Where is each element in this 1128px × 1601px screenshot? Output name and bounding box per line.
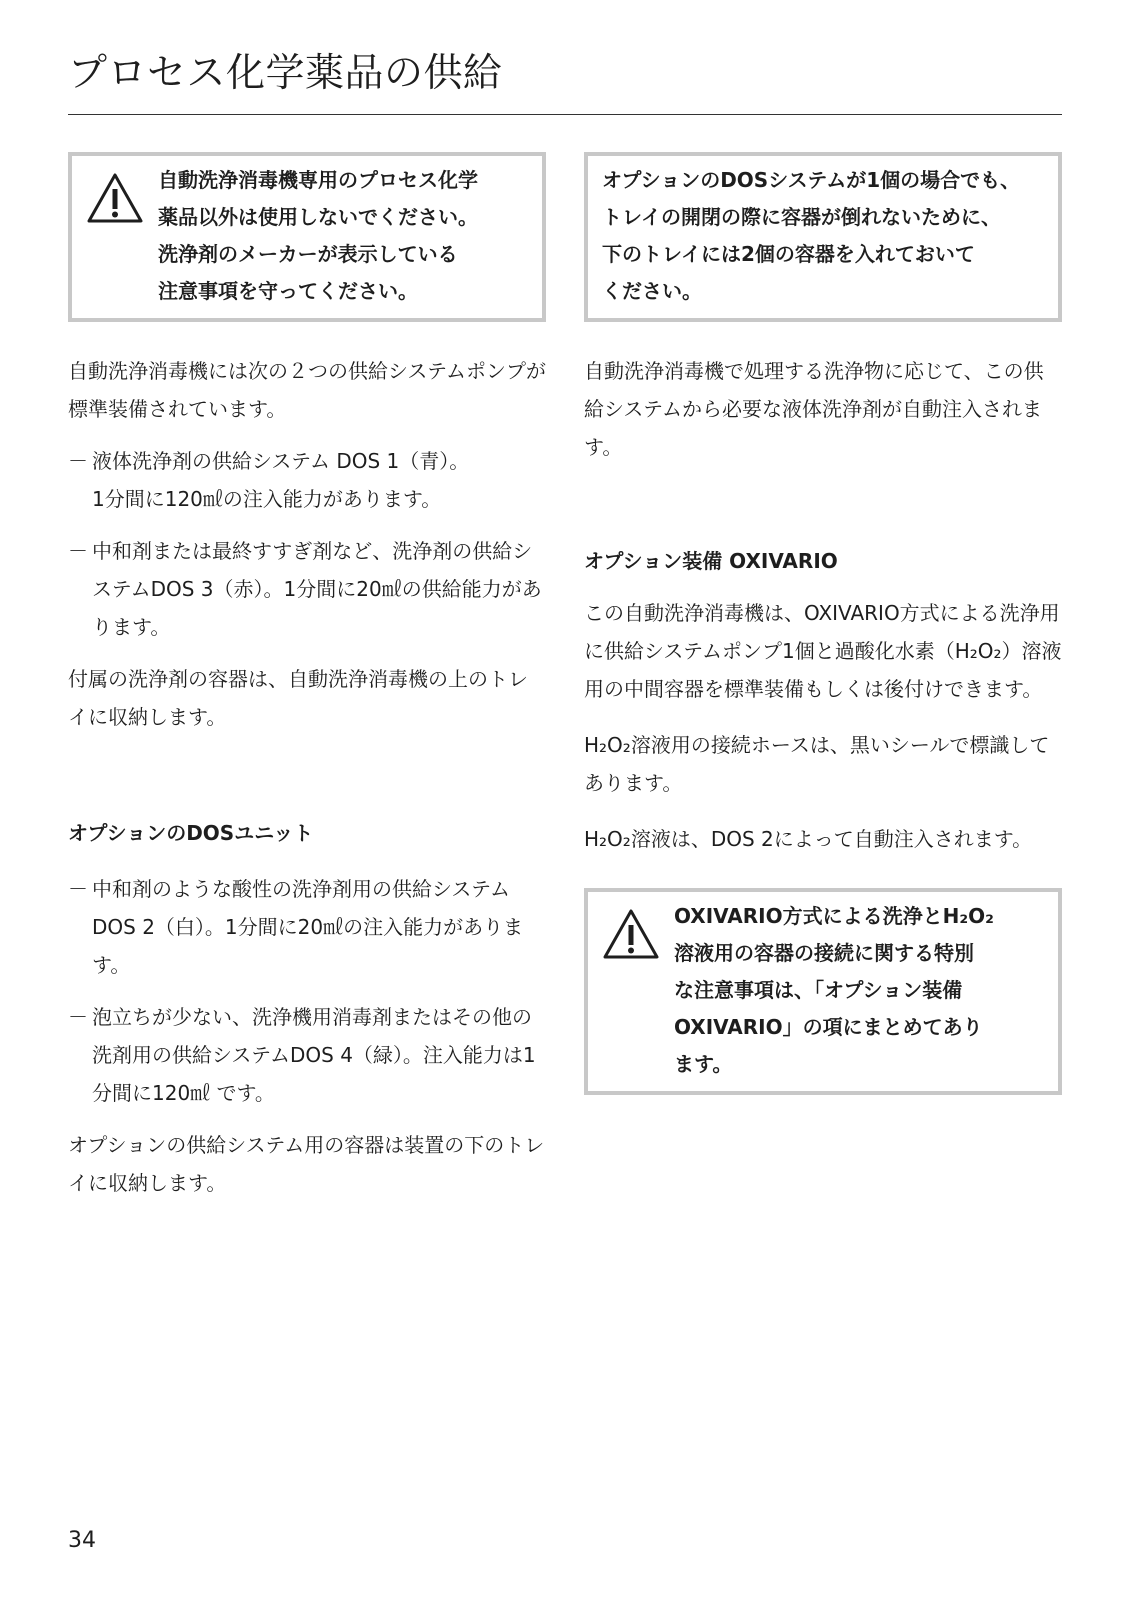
right-column [584, 152, 1062, 1095]
dash-bullet: － [68, 877, 88, 901]
right-intro-paragraph: 自動洗浄消毒機で処理する洗浄物に応じて、この供給システムから必要な液体洗浄剤が自動注入されます。 [584, 359, 1044, 459]
list-item-text: 液体洗浄剤の供給システム DOS 1（青）。 1分間に120㎖の注入能力があります。 [92, 449, 470, 511]
list-item [68, 532, 546, 646]
page-number: 34 [68, 1528, 96, 1553]
oxivario-warning-box [584, 888, 1062, 1095]
dos-tray-note: オプションの供給システム用の容器は装置の下のトレイに収納します。 [68, 1133, 545, 1195]
warning-triangle-icon [86, 172, 148, 236]
hose-note: H₂O₂溶液用の接続ホースは、黒いシールで標識してあります。 [584, 733, 1050, 795]
list-item [68, 870, 546, 984]
dos2-note: H₂O₂溶液は、DOS 2によって自動注入されます。 [584, 827, 1033, 851]
intro-paragraph: 自動洗浄消毒機には次の２つの供給システムポンプが標準装備されています。 [68, 359, 546, 421]
list-item-text: 泡立ちが少ない、洗浄機用消毒剤またはその他の洗剤用の供給システムDOS 4（緑）。注入能力は1分間に120㎖ です。 [92, 1005, 536, 1105]
warning-box [68, 152, 546, 322]
list-item-text: 中和剤のような酸性の洗浄剤用の供給システムDOS 2（白）。1分間に20㎖の注入能力があります。 [92, 877, 524, 977]
dash-bullet: － [68, 449, 88, 473]
tray-note: 付属の洗浄剤の容器は、自動洗浄消毒機の上のトレイに収納します。 [68, 667, 528, 729]
oxivario-heading: オプション装備 OXIVARIO [584, 549, 838, 573]
list-item-text: 中和剤または最終すすぎ剤など、洗浄剤の供給システムDOS 3（赤）。1分間に20㎖の供給能力があります。 [92, 539, 542, 639]
title-divider [68, 114, 1062, 115]
dos-unit-heading: オプションのDOSユニット [68, 821, 314, 845]
list-item [68, 442, 546, 518]
dash-bullet: － [68, 1005, 88, 1029]
warning-text: 自動洗浄消毒機専用のプロセス化学 薬品以外は使用しないでください。 洗浄剤のメーカーが表示している 注意事項を守ってください。 [158, 168, 478, 303]
left-column [68, 152, 546, 1202]
oxivario-warning-text: OXIVARIO方式による洗浄とH₂O₂ 溶液用の容器の接続に関する特別 な注意事項は、「オプション装備 OXIVARIO」の項にまとめてあり ます。 [674, 904, 994, 1076]
note-box [584, 152, 1062, 322]
note-text: オプションのDOSシステムが1個の場合でも、 トレイの開閉の際に容器が倒れないために、 下のトレイには2個の容器を入れておいて ください。 [602, 168, 1021, 303]
dash-bullet: － [68, 539, 88, 563]
warning-triangle-icon [602, 908, 664, 972]
page-title: プロセス化学薬品の供給 [68, 51, 503, 96]
oxivario-description: この自動洗浄消毒機は、OXIVARIO方式による洗浄用に供給システムポンプ1個と過酸化水素（H₂O₂）溶液用の中間容器を標準装備もしくは後付けできます。 [584, 601, 1062, 701]
list-item [68, 998, 546, 1112]
